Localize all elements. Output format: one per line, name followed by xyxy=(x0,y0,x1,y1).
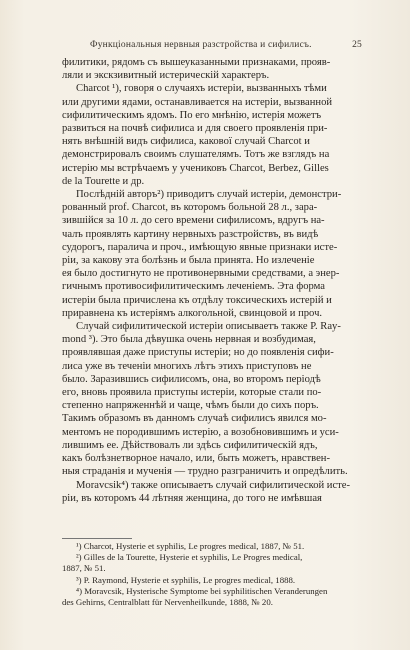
text-line: Случай сифилитической истеріи описываетъ также P. Ray- xyxy=(76,321,341,333)
text-line: Moravcsik⁴) также описываетъ случай сифилитической исте- xyxy=(76,479,351,491)
text-line: ея было достигнуто не противонервными средствами, а энер- xyxy=(62,268,340,280)
text-line: чалъ проявлять картину нервныхъ разстройствъ, въ видѣ xyxy=(62,228,319,240)
text-line: судорогъ, паралича и проч., имѣющую явные признаки исте- xyxy=(62,241,338,253)
page-number: 25 xyxy=(352,40,362,50)
text-line: Послѣдній авторъ²) приводитъ случай истеріи, демонстри- xyxy=(76,189,342,201)
footnote-line: des Gehirns, Centralblatt für Nervenheilkunde, 1888, № 20. xyxy=(62,597,273,608)
text-line: или другими ядами, останавливается на истеріи, вызванной xyxy=(62,96,333,108)
text-line: какъ болѣзнетворное начало, или, быть можетъ, нравствен- xyxy=(62,453,330,465)
text-line: ляли и экскзивитный истерическій характеръ. xyxy=(62,70,270,82)
text-line: гичнымъ противосифилитическимъ леченіемъ. Эта форма xyxy=(62,281,325,293)
footnote-line: ³) P. Raymond, Hysterie et syphilis, Le progres medical, 1888. xyxy=(76,574,296,585)
text-line: ныя страданія и мученія — трудно разграничить и опредѣлить. xyxy=(62,466,348,478)
text-line: рованный prof. Charcot, въ которомъ больной 28 л., зара- xyxy=(62,202,318,214)
text-line: Такимъ образомъ въ данномъ случаѣ сифилисъ явился мо- xyxy=(62,413,327,425)
text-line: лиса уже въ теченіи многихъ лѣтъ этихъ приступовъ не xyxy=(62,360,312,372)
text-line: зившійся за 10 л. до сего времени сифилисомъ, вдругъ на- xyxy=(62,215,325,227)
text-line: de la Tourette и др. xyxy=(62,175,145,187)
footnotes xyxy=(62,541,368,608)
footnote-divider xyxy=(62,538,132,539)
text-line: проявлявшая даже приступы истеріи; но до появленія сифи- xyxy=(62,347,334,359)
text-line: ріи, за какову эта болѣзнь и была принята. Но излеченіе xyxy=(62,255,315,267)
running-header xyxy=(90,40,362,50)
footnote-line: 1887, № 51. xyxy=(62,563,106,574)
text-line: Charcot ¹), говоря о случаяхъ истеріи, вызванныхъ тѣми xyxy=(76,83,327,95)
text-line: истеріи была причислена къ отдѣлу токсическихъ истерій и xyxy=(62,294,332,306)
text-line: лившимъ ее. Дѣйствовалъ ли здѣсь сифилитическій ядъ, xyxy=(62,439,318,451)
footnote-line: ¹) Charcot, Hysterie et syphilis, Le progres medical, 1887, № 51. xyxy=(76,541,305,551)
text-line: ріи, въ которомъ 44 лѣтняя женщина, до того не имѣвшая xyxy=(62,492,322,504)
text-line: сифилитическимъ ядомъ. По его мнѣнію, истерія можетъ xyxy=(62,109,322,121)
text-line: истерію мы встрѣчаемъ у учениковъ Charcot, Berbez, Gilles xyxy=(62,162,329,174)
text-line: нять внѣшній видъ сифилиса, какової случай Charcot и xyxy=(62,136,310,148)
text-line: его, вновь проявила приступы истеріи, которые стали по- xyxy=(62,387,322,399)
footnote-line: ⁴) Moravcsik, Hysterische Symptome bei syphilitischen Veranderungen xyxy=(76,585,328,596)
text-line: демонстрировалъ своимъ слушателямъ. Тотъ же взглядъ на xyxy=(62,149,330,161)
text-line: развиться на почвѣ сифилиса и для своего проявленія при- xyxy=(62,123,328,135)
text-line: mond ³). Это была дѣвушка очень нервная и возбудимая, xyxy=(62,334,316,346)
header-title: Функціональныя нервныя разстройства и сифилисъ. xyxy=(90,40,312,50)
text-line: степенно напряженнѣй и чаще, чѣмъ были до сихъ поръ. xyxy=(62,400,319,412)
text-line: было. Заразившись сифилисомъ, она, во второмъ періодѣ xyxy=(62,373,321,385)
main-text xyxy=(62,56,368,505)
footnote-line: ²) Gilles de la Tourette, Hysterie et syphilis, Le Progres medical, xyxy=(76,552,303,563)
text-line: ментомъ не породившимъ истерію, а возобновившимъ и уси- xyxy=(62,426,339,438)
text-line: приравнена къ истеріямъ алкогольной, свинцовой и проч. xyxy=(62,307,323,319)
text-line: филитики, рядомъ съ вышеуказанными признаками, прояв- xyxy=(62,57,331,68)
